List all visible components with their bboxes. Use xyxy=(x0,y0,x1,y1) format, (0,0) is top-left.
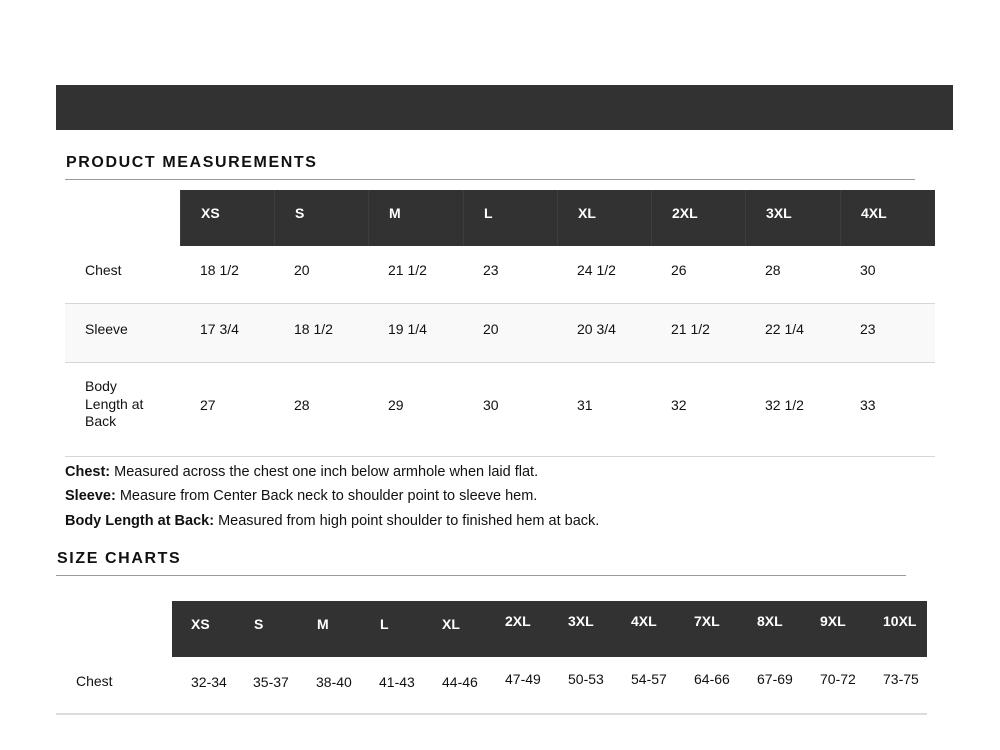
product-measurements-title: PRODUCT MEASUREMENTS xyxy=(66,154,318,171)
section-divider xyxy=(65,179,915,180)
cell-value: 73-75 xyxy=(883,671,919,687)
cell-value: 35-37 xyxy=(253,674,289,690)
cell-value: 23 xyxy=(860,321,876,337)
row-label-line: Body xyxy=(85,378,117,394)
size-header-s: S xyxy=(254,616,264,632)
cell-value: 30 xyxy=(483,397,499,413)
size-header-8xl: 8XL xyxy=(757,613,783,629)
row-label-line: Length at xyxy=(85,395,144,412)
note-term: Chest: xyxy=(65,464,111,480)
cell-value: 19 1/4 xyxy=(388,321,427,337)
cell-value: 20 xyxy=(483,321,499,337)
row-label: Chest xyxy=(85,262,122,278)
cell-value: 32 xyxy=(671,397,687,413)
cell-value: 30 xyxy=(860,262,876,278)
note-chest xyxy=(65,464,538,480)
size-header-4xl: 4XL xyxy=(631,613,657,629)
cell-value: 67-69 xyxy=(757,671,793,687)
measurements-header-row xyxy=(180,190,935,246)
size-header-xl: XL xyxy=(442,616,460,632)
size-header-4xl: 4XL xyxy=(840,190,935,246)
cell-value: 41-43 xyxy=(379,674,415,690)
size-header-xs: XS xyxy=(191,616,210,632)
cell-value: 23 xyxy=(483,262,499,278)
size-header-xl: XL xyxy=(557,190,651,246)
section-divider xyxy=(56,575,906,576)
note-term: Sleeve: xyxy=(65,488,116,504)
cell-value: 24 1/2 xyxy=(577,262,616,278)
size-header-xs: XS xyxy=(180,190,274,246)
cell-value: 28 xyxy=(765,262,781,278)
cell-value: 29 xyxy=(388,397,404,413)
note-text: Measured from high point shoulder to finished hem at back. xyxy=(214,513,600,529)
cell-value: 17 3/4 xyxy=(200,321,239,337)
cell-value: 70-72 xyxy=(820,671,856,687)
size-header-2xl: 2XL xyxy=(505,613,531,629)
table-row xyxy=(56,657,927,715)
cell-value: 18 1/2 xyxy=(200,262,239,278)
cell-value: 22 1/4 xyxy=(765,321,804,337)
size-header-3xl: 3XL xyxy=(568,613,594,629)
cell-value: 50-53 xyxy=(568,671,604,687)
table-row xyxy=(65,246,935,304)
size-chart-header-row xyxy=(172,601,927,657)
row-label: Sleeve xyxy=(85,321,128,337)
cell-value: 18 1/2 xyxy=(294,321,333,337)
cell-value: 20 3/4 xyxy=(577,321,616,337)
size-header-3xl: 3XL xyxy=(745,190,840,246)
table-row xyxy=(65,363,935,457)
cell-value: 31 xyxy=(577,397,593,413)
note-sleeve xyxy=(65,488,537,504)
cell-value: 21 1/2 xyxy=(671,321,710,337)
size-header-7xl: 7XL xyxy=(694,613,720,629)
size-header-s: S xyxy=(274,190,368,246)
size-header-9xl: 9XL xyxy=(820,613,846,629)
cell-value: 33 xyxy=(860,397,876,413)
cell-value: 47-49 xyxy=(505,671,541,687)
cell-value: 54-57 xyxy=(631,671,667,687)
note-term: Body Length at Back: xyxy=(65,513,215,529)
cell-value: 28 xyxy=(294,397,310,413)
note-body-length xyxy=(65,513,599,529)
cell-value: 20 xyxy=(294,262,310,278)
size-header-l: L xyxy=(380,616,389,632)
note-text: Measured across the chest one inch below armhole when laid flat. xyxy=(110,464,539,480)
cell-value: 26 xyxy=(671,262,687,278)
size-header-m: M xyxy=(317,616,329,632)
row-label-line: Back xyxy=(85,413,117,429)
cell-value: 64-66 xyxy=(694,671,730,687)
size-header-l: L xyxy=(463,190,557,246)
cell-value: 32 1/2 xyxy=(765,397,804,413)
row-label xyxy=(85,378,143,431)
size-header-2xl: 2XL xyxy=(651,190,745,246)
size-header-10xl: 10XL xyxy=(883,613,917,629)
note-text: Measure from Center Back neck to shoulder point to sleeve hem. xyxy=(115,488,538,504)
row-label: Chest xyxy=(76,673,113,689)
cell-value: 21 1/2 xyxy=(388,262,427,278)
size-header-m: M xyxy=(368,190,463,246)
table-row xyxy=(65,304,935,363)
cell-value: 44-46 xyxy=(442,674,478,690)
header-bar xyxy=(56,85,953,130)
cell-value: 27 xyxy=(200,397,216,413)
cell-value: 32-34 xyxy=(191,674,227,690)
cell-value: 38-40 xyxy=(316,674,352,690)
size-charts-title: SIZE CHARTS xyxy=(57,550,182,567)
